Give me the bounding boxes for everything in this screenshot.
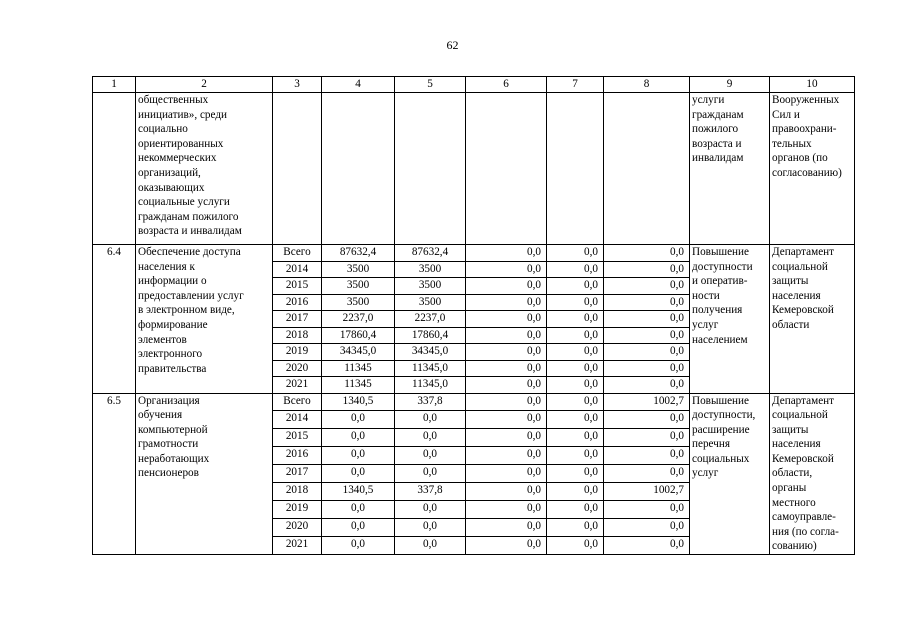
column-number: 8 xyxy=(604,77,690,93)
local-budget-cell: 0,0 xyxy=(547,360,604,377)
total-amount-cell: 0,0 xyxy=(322,411,395,429)
funding-row xyxy=(93,393,855,411)
total-amount-cell: 3500 xyxy=(322,278,395,295)
year-cell: 2020 xyxy=(273,519,322,537)
item-number-cell xyxy=(93,93,136,245)
other-sources-cell: 1002,7 xyxy=(604,393,690,411)
regional-budget-cell: 3500 xyxy=(395,261,466,278)
measure-name-cell: общественных инициатив», среди социально ориентированных некоммерческих организаций, оказывающих социальные услуги гражданам пожилого возраста и инвалидам xyxy=(136,93,273,245)
regional-budget-cell: 3500 xyxy=(395,294,466,311)
executor-cell: Департамент социальной защиты населения Кемеровской области, органы местного самоуправле- ния (по согла- сованию) xyxy=(770,393,855,555)
funding-row xyxy=(93,245,855,262)
regional-budget-cell: 0,0 xyxy=(395,537,466,555)
year-cell: 2016 xyxy=(273,294,322,311)
other-sources-cell: 0,0 xyxy=(604,245,690,262)
empty-cell xyxy=(604,93,690,245)
page-number: 62 xyxy=(446,38,459,52)
year-cell: 2021 xyxy=(273,537,322,555)
federal-budget-cell: 0,0 xyxy=(466,360,547,377)
year-cell: 2015 xyxy=(273,429,322,447)
other-sources-cell: 0,0 xyxy=(604,429,690,447)
empty-cell xyxy=(273,93,322,245)
total-amount-cell: 0,0 xyxy=(322,429,395,447)
empty-cell xyxy=(547,93,604,245)
column-number: 5 xyxy=(395,77,466,93)
federal-budget-cell: 0,0 xyxy=(466,501,547,519)
total-amount-cell: 2237,0 xyxy=(322,311,395,328)
local-budget-cell: 0,0 xyxy=(547,465,604,483)
regional-budget-cell: 34345,0 xyxy=(395,344,466,361)
regional-budget-cell: 0,0 xyxy=(395,501,466,519)
federal-budget-cell: 0,0 xyxy=(466,245,547,262)
federal-budget-cell: 0,0 xyxy=(466,411,547,429)
year-cell: 2018 xyxy=(273,327,322,344)
program-measures-table xyxy=(92,76,855,555)
total-amount-cell: 34345,0 xyxy=(322,344,395,361)
total-amount-cell: 1340,5 xyxy=(322,393,395,411)
other-sources-cell: 0,0 xyxy=(604,411,690,429)
other-sources-cell: 0,0 xyxy=(604,344,690,361)
total-amount-cell: 1340,5 xyxy=(322,483,395,501)
total-amount-cell: 0,0 xyxy=(322,465,395,483)
federal-budget-cell: 0,0 xyxy=(466,537,547,555)
column-number: 6 xyxy=(466,77,547,93)
continuation-row xyxy=(93,93,855,245)
other-sources-cell: 0,0 xyxy=(604,377,690,394)
regional-budget-cell: 0,0 xyxy=(395,519,466,537)
year-cell: 2017 xyxy=(273,465,322,483)
measure-name-cell: Обеспечение доступа населения к информации о предоставлении услуг в электронном виде, формирование элементов электронного правительства xyxy=(136,245,273,394)
total-amount-cell: 17860,4 xyxy=(322,327,395,344)
other-sources-cell: 0,0 xyxy=(604,465,690,483)
column-number: 3 xyxy=(273,77,322,93)
empty-cell xyxy=(322,93,395,245)
federal-budget-cell: 0,0 xyxy=(466,377,547,394)
executor-cell: Департамент социальной защиты населения Кемеровской области xyxy=(770,245,855,394)
total-amount-cell: 0,0 xyxy=(322,537,395,555)
year-cell: 2014 xyxy=(273,261,322,278)
regional-budget-cell: 2237,0 xyxy=(395,311,466,328)
regional-budget-cell: 0,0 xyxy=(395,447,466,465)
column-number: 7 xyxy=(547,77,604,93)
other-sources-cell: 0,0 xyxy=(604,537,690,555)
other-sources-cell: 0,0 xyxy=(604,447,690,465)
local-budget-cell: 0,0 xyxy=(547,327,604,344)
other-sources-cell: 0,0 xyxy=(604,261,690,278)
year-cell: 2019 xyxy=(273,344,322,361)
expected-result-cell: услуги гражданам пожилого возраста и инвалидам xyxy=(690,93,770,245)
total-amount-cell: 0,0 xyxy=(322,501,395,519)
federal-budget-cell: 0,0 xyxy=(466,465,547,483)
federal-budget-cell: 0,0 xyxy=(466,311,547,328)
year-cell: 2015 xyxy=(273,278,322,295)
column-number: 4 xyxy=(322,77,395,93)
regional-budget-cell: 0,0 xyxy=(395,465,466,483)
total-amount-cell: 87632,4 xyxy=(322,245,395,262)
column-number: 1 xyxy=(93,77,136,93)
expected-result-cell: Повышение доступности, расширение перечня социальных услуг xyxy=(690,393,770,555)
other-sources-cell: 1002,7 xyxy=(604,483,690,501)
year-cell: 2014 xyxy=(273,411,322,429)
regional-budget-cell: 3500 xyxy=(395,278,466,295)
year-cell: 2020 xyxy=(273,360,322,377)
total-amount-cell: 3500 xyxy=(322,294,395,311)
total-amount-cell: 0,0 xyxy=(322,447,395,465)
column-number: 9 xyxy=(690,77,770,93)
local-budget-cell: 0,0 xyxy=(547,294,604,311)
item-number-cell: 6.4 xyxy=(93,245,136,394)
regional-budget-cell: 11345,0 xyxy=(395,377,466,394)
item-number-cell: 6.5 xyxy=(93,393,136,555)
federal-budget-cell: 0,0 xyxy=(466,294,547,311)
year-cell: 2016 xyxy=(273,447,322,465)
total-amount-cell: 3500 xyxy=(322,261,395,278)
federal-budget-cell: 0,0 xyxy=(466,327,547,344)
regional-budget-cell: 0,0 xyxy=(395,411,466,429)
local-budget-cell: 0,0 xyxy=(547,519,604,537)
column-number: 2 xyxy=(136,77,273,93)
local-budget-cell: 0,0 xyxy=(547,411,604,429)
year-cell: 2017 xyxy=(273,311,322,328)
federal-budget-cell: 0,0 xyxy=(466,344,547,361)
other-sources-cell: 0,0 xyxy=(604,519,690,537)
total-amount-cell: 0,0 xyxy=(322,519,395,537)
executor-cell: Вооруженных Сил и правоохрани- тельных органов (по согласованию) xyxy=(770,93,855,245)
local-budget-cell: 0,0 xyxy=(547,278,604,295)
local-budget-cell: 0,0 xyxy=(547,245,604,262)
local-budget-cell: 0,0 xyxy=(547,344,604,361)
local-budget-cell: 0,0 xyxy=(547,537,604,555)
local-budget-cell: 0,0 xyxy=(547,261,604,278)
total-amount-cell: 11345 xyxy=(322,377,395,394)
other-sources-cell: 0,0 xyxy=(604,294,690,311)
regional-budget-cell: 11345,0 xyxy=(395,360,466,377)
year-cell: Всего xyxy=(273,393,322,411)
other-sources-cell: 0,0 xyxy=(604,311,690,328)
empty-cell xyxy=(395,93,466,245)
federal-budget-cell: 0,0 xyxy=(466,261,547,278)
empty-cell xyxy=(466,93,547,245)
regional-budget-cell: 337,8 xyxy=(395,483,466,501)
local-budget-cell: 0,0 xyxy=(547,311,604,328)
federal-budget-cell: 0,0 xyxy=(466,483,547,501)
federal-budget-cell: 0,0 xyxy=(466,429,547,447)
expected-result-cell: Повышение доступности и оператив- ности получения услуг населением xyxy=(690,245,770,394)
year-cell: Всего xyxy=(273,245,322,262)
local-budget-cell: 0,0 xyxy=(547,377,604,394)
regional-budget-cell: 0,0 xyxy=(395,429,466,447)
regional-budget-cell: 17860,4 xyxy=(395,327,466,344)
local-budget-cell: 0,0 xyxy=(547,447,604,465)
other-sources-cell: 0,0 xyxy=(604,278,690,295)
other-sources-cell: 0,0 xyxy=(604,360,690,377)
measure-name-cell: Организация обучения компьютерной грамотности неработающих пенсионеров xyxy=(136,393,273,555)
year-cell: 2018 xyxy=(273,483,322,501)
column-number: 10 xyxy=(770,77,855,93)
other-sources-cell: 0,0 xyxy=(604,327,690,344)
local-budget-cell: 0,0 xyxy=(547,429,604,447)
year-cell: 2021 xyxy=(273,377,322,394)
total-amount-cell: 11345 xyxy=(322,360,395,377)
federal-budget-cell: 0,0 xyxy=(466,393,547,411)
regional-budget-cell: 337,8 xyxy=(395,393,466,411)
federal-budget-cell: 0,0 xyxy=(466,447,547,465)
local-budget-cell: 0,0 xyxy=(547,393,604,411)
federal-budget-cell: 0,0 xyxy=(466,519,547,537)
regional-budget-cell: 87632,4 xyxy=(395,245,466,262)
other-sources-cell: 0,0 xyxy=(604,501,690,519)
federal-budget-cell: 0,0 xyxy=(466,278,547,295)
local-budget-cell: 0,0 xyxy=(547,501,604,519)
local-budget-cell: 0,0 xyxy=(547,483,604,501)
year-cell: 2019 xyxy=(273,501,322,519)
column-numbers-row xyxy=(93,77,855,93)
